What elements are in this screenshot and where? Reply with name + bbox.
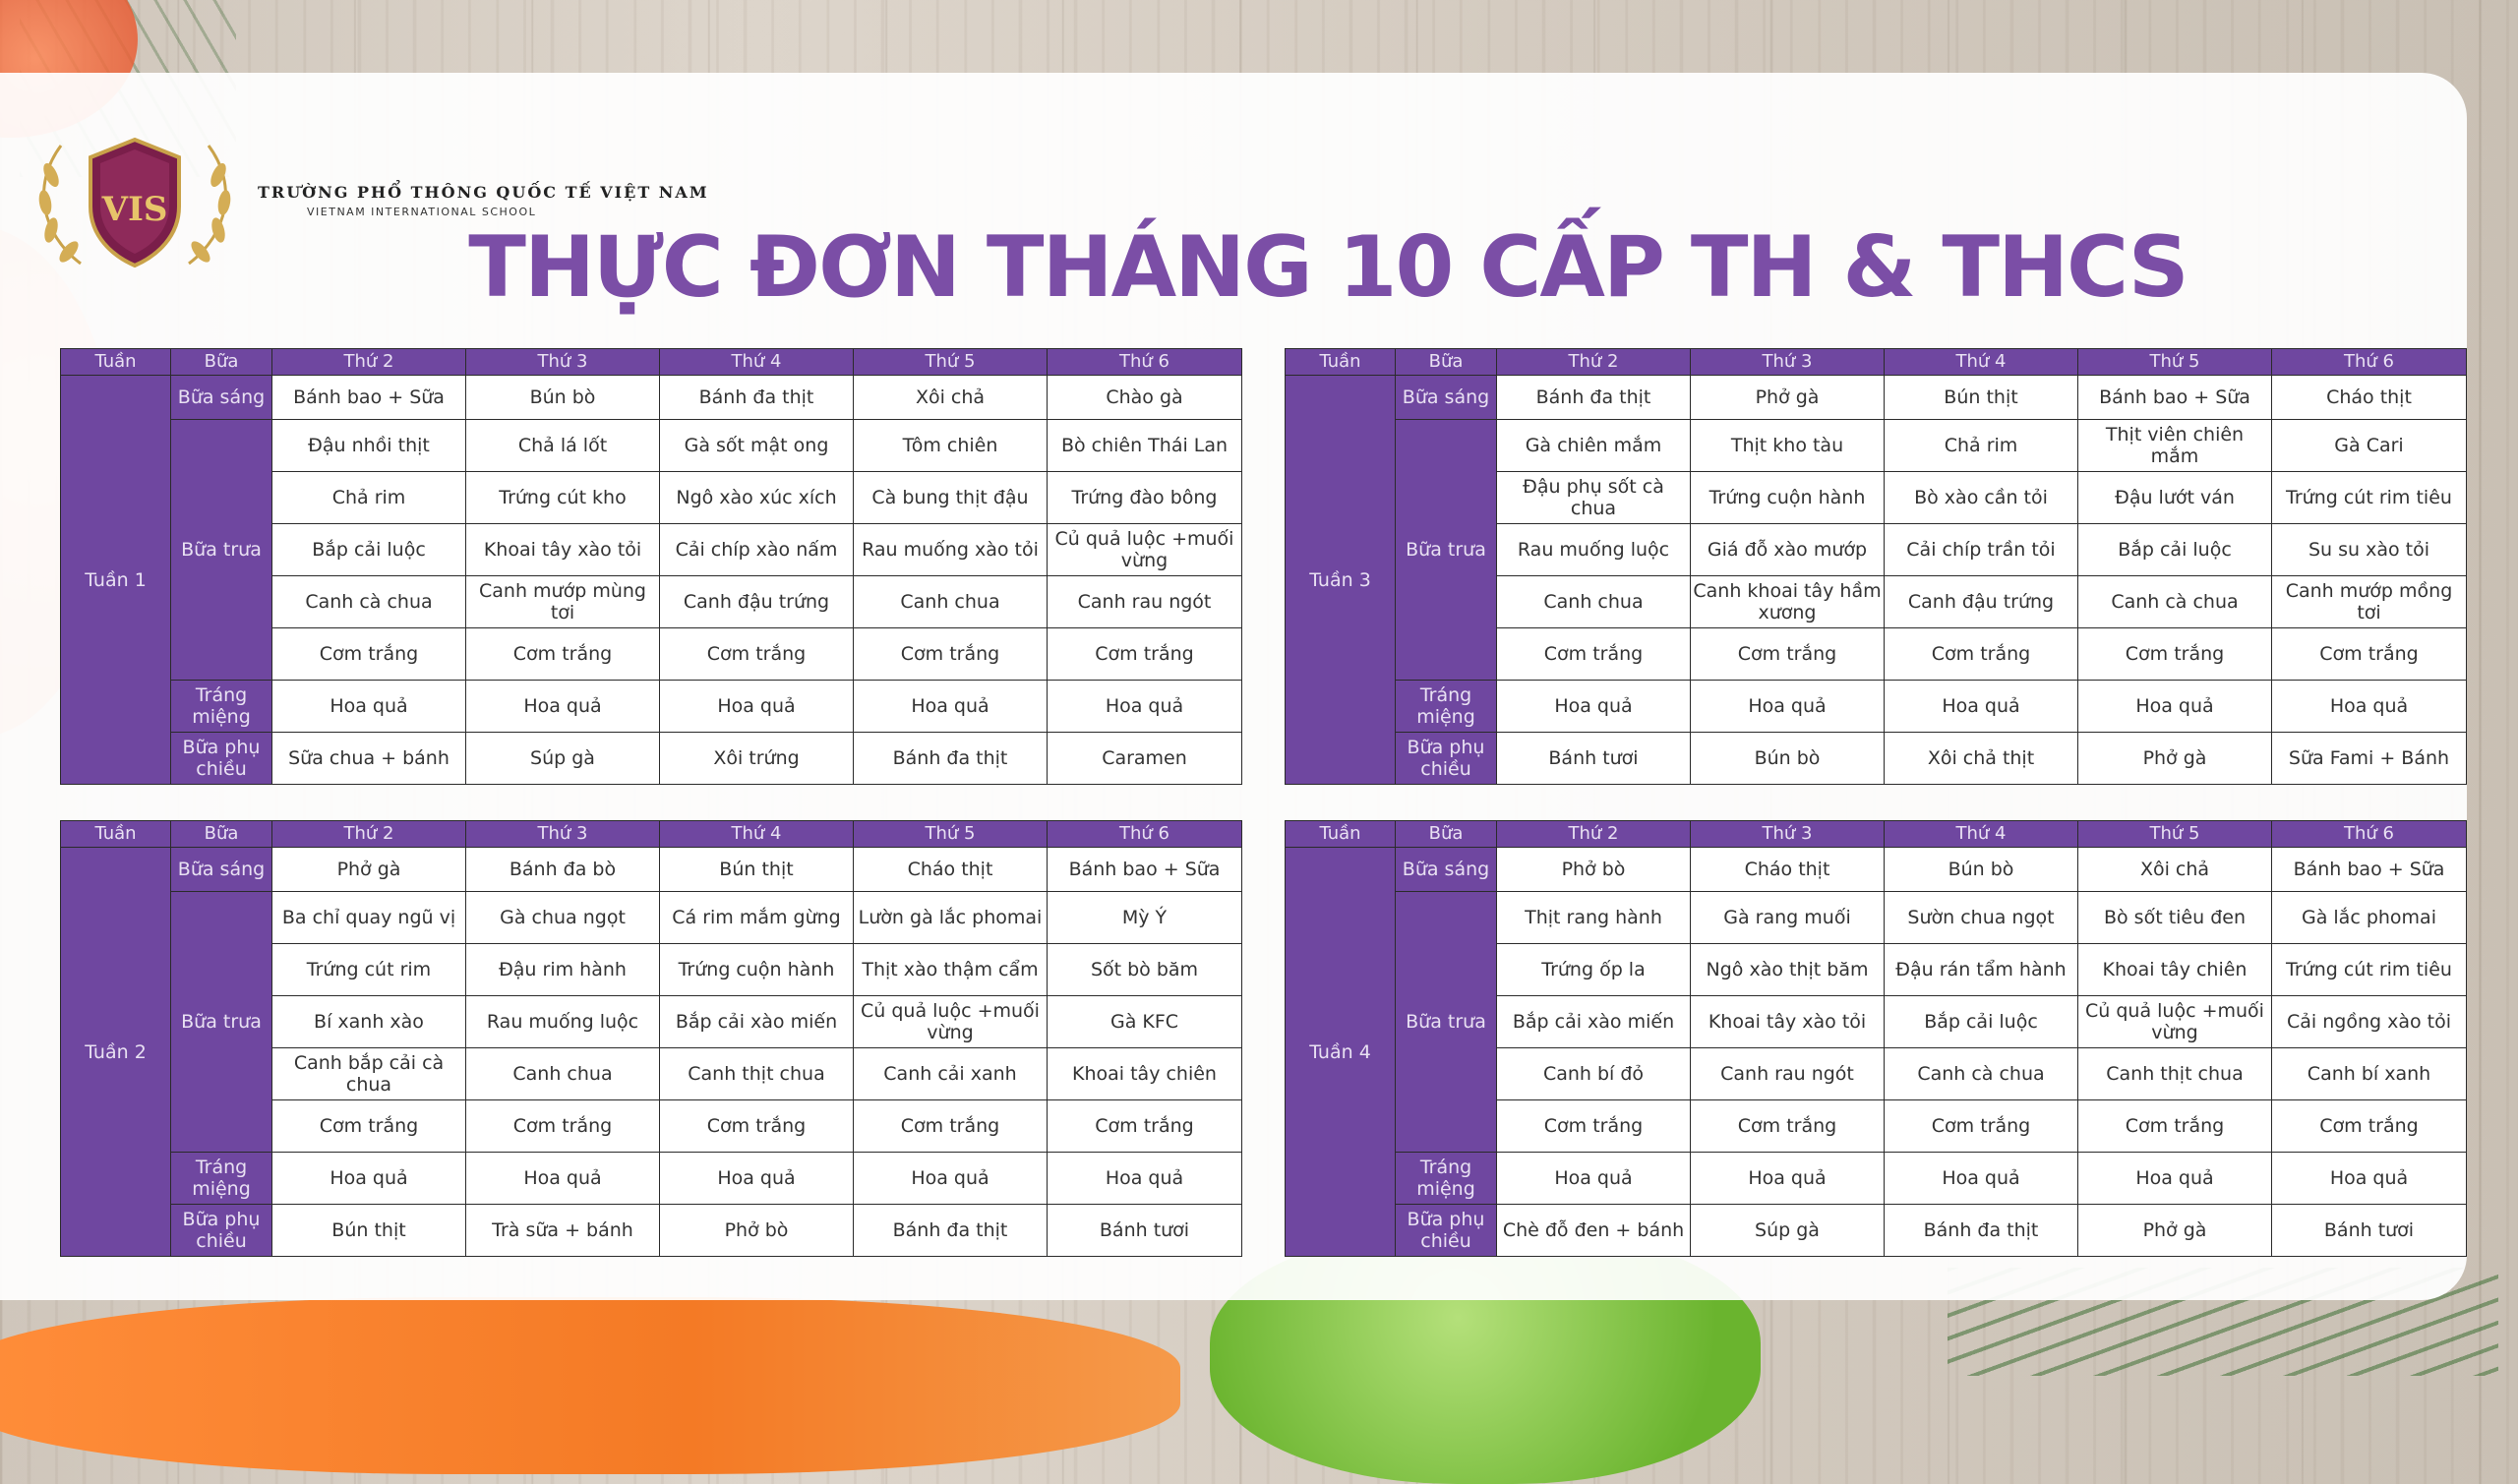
- dish-cell: Bắp cải xào miến: [660, 996, 854, 1048]
- table-row: [1286, 1205, 2467, 1257]
- header-week: Tuần: [1286, 821, 1396, 848]
- dish-cell: Bánh đa bò: [466, 848, 660, 892]
- dish-cell: Gà lắc phomai: [2272, 892, 2467, 944]
- table-row: [61, 376, 1242, 420]
- header-week: Tuần: [61, 349, 171, 376]
- dish-cell: Cháo thịt: [854, 848, 1048, 892]
- dish-cell: Chào gà: [1048, 376, 1242, 420]
- menu-table: [1285, 348, 2467, 785]
- header-week: Tuần: [61, 821, 171, 848]
- page-title: THỰC ĐƠN THÁNG 10 CẤP TH & THCS: [468, 218, 2188, 317]
- header-day: Thứ 2: [1497, 821, 1691, 848]
- dish-cell: Canh đậu trứng: [1885, 576, 2078, 628]
- table-row: [61, 733, 1242, 785]
- dish-cell: Canh rau ngót: [1691, 1048, 1885, 1100]
- dish-cell: Thịt kho tàu: [1691, 420, 1885, 472]
- dish-cell: Hoa quả: [2272, 681, 2467, 733]
- table-header-row: [61, 349, 1242, 376]
- dish-cell: Cơm trắng: [854, 628, 1048, 681]
- meal-breakfast: Bữa sáng: [171, 848, 272, 892]
- dish-cell: Hoa quả: [660, 1153, 854, 1205]
- dish-cell: Canh thịt chua: [660, 1048, 854, 1100]
- dish-cell: Canh mướp mồng tơi: [2272, 576, 2467, 628]
- dish-cell: Cơm trắng: [1885, 1100, 2078, 1153]
- menu-table: [60, 820, 1242, 1257]
- dish-cell: Gà KFC: [1048, 996, 1242, 1048]
- dish-cell: Cơm trắng: [660, 628, 854, 681]
- dish-cell: Củ quả luộc +muối vừng: [1048, 524, 1242, 576]
- dish-cell: Thịt rang hành: [1497, 892, 1691, 944]
- dish-cell: Khoai tây chiên: [2078, 944, 2272, 996]
- dish-cell: Xôi chả thịt: [1885, 733, 2078, 785]
- dish-cell: Hoa quả: [2272, 1153, 2467, 1205]
- meal-dessert: Tráng miệng: [1396, 681, 1497, 733]
- table-row: [61, 848, 1242, 892]
- header-day: Thứ 5: [854, 821, 1048, 848]
- header-day: Thứ 3: [1691, 349, 1885, 376]
- dish-cell: Phở bò: [1497, 848, 1691, 892]
- dish-cell: Hoa quả: [1885, 1153, 2078, 1205]
- meal-breakfast: Bữa sáng: [1396, 848, 1497, 892]
- dish-cell: Bánh bao + Sữa: [2272, 848, 2467, 892]
- meal-afternoon: Bữa phụ chiều: [171, 1205, 272, 1257]
- dish-cell: Chè đỗ đen + bánh: [1497, 1205, 1691, 1257]
- table-row: [61, 1205, 1242, 1257]
- dish-cell: Chả rim: [1885, 420, 2078, 472]
- dish-cell: Bánh tươi: [2272, 1205, 2467, 1257]
- header-day: Thứ 3: [1691, 821, 1885, 848]
- dish-cell: Phở gà: [1691, 376, 1885, 420]
- header-meal: Bữa: [1396, 349, 1497, 376]
- meal-lunch: Bữa trưa: [1396, 892, 1497, 1153]
- meal-afternoon: Bữa phụ chiều: [1396, 733, 1497, 785]
- week-label: Tuần 4: [1286, 848, 1396, 1257]
- dish-cell: Hoa quả: [2078, 1153, 2272, 1205]
- dish-cell: Ngô xào xúc xích: [660, 472, 854, 524]
- dish-cell: Bí xanh xào: [272, 996, 466, 1048]
- dish-cell: Gà Cari: [2272, 420, 2467, 472]
- dish-cell: Canh cà chua: [272, 576, 466, 628]
- meal-lunch: Bữa trưa: [171, 420, 272, 681]
- dish-cell: Cá rim mắm gừng: [660, 892, 854, 944]
- dish-cell: Cơm trắng: [1885, 628, 2078, 681]
- dish-cell: Trứng đào bông: [1048, 472, 1242, 524]
- dish-cell: Sữa Fami + Bánh: [2272, 733, 2467, 785]
- dish-cell: Hoa quả: [1048, 681, 1242, 733]
- dish-cell: Cơm trắng: [2078, 1100, 2272, 1153]
- dish-cell: Bún bò: [1691, 733, 1885, 785]
- dish-cell: Bánh bao + Sữa: [272, 376, 466, 420]
- carrot-decoration: [0, 1297, 1180, 1474]
- dish-cell: Cơm trắng: [272, 1100, 466, 1153]
- dish-cell: Canh bắp cải cà chua: [272, 1048, 466, 1100]
- dish-cell: Bò sốt tiêu đen: [2078, 892, 2272, 944]
- dish-cell: Súp gà: [1691, 1205, 1885, 1257]
- dish-cell: Sườn chua ngọt: [1885, 892, 2078, 944]
- week-label: Tuần 1: [61, 376, 171, 785]
- dish-cell: Bánh tươi: [1048, 1205, 1242, 1257]
- table-row: [1286, 848, 2467, 892]
- table-header-row: [1286, 349, 2467, 376]
- header-day: Thứ 3: [466, 349, 660, 376]
- dish-cell: Cơm trắng: [1497, 1100, 1691, 1153]
- header-day: Thứ 4: [660, 349, 854, 376]
- header-week: Tuần: [1286, 349, 1396, 376]
- week-label: Tuần 2: [61, 848, 171, 1257]
- dish-cell: Phở gà: [272, 848, 466, 892]
- dish-cell: Cơm trắng: [1048, 1100, 1242, 1153]
- meal-dessert: Tráng miệng: [171, 681, 272, 733]
- table-header-row: [61, 821, 1242, 848]
- dish-cell: Cơm trắng: [2272, 628, 2467, 681]
- dish-cell: Hoa quả: [466, 681, 660, 733]
- dish-cell: Hoa quả: [1691, 681, 1885, 733]
- dish-cell: Canh cà chua: [2078, 576, 2272, 628]
- dish-cell: Cải ngồng xào tỏi: [2272, 996, 2467, 1048]
- header-meal: Bữa: [1396, 821, 1497, 848]
- dish-cell: Giá đỗ xào mướp: [1691, 524, 1885, 576]
- dish-cell: Bún bò: [1885, 848, 2078, 892]
- dish-cell: Su su xào tỏi: [2272, 524, 2467, 576]
- menu-table: [60, 348, 1242, 785]
- dish-cell: Gà rang muối: [1691, 892, 1885, 944]
- dish-cell: Khoai tây chiên: [1048, 1048, 1242, 1100]
- table-row: [1286, 376, 2467, 420]
- dish-cell: Cơm trắng: [466, 628, 660, 681]
- dish-cell: Canh thịt chua: [2078, 1048, 2272, 1100]
- dish-cell: Trứng cuộn hành: [1691, 472, 1885, 524]
- dish-cell: Bún thịt: [272, 1205, 466, 1257]
- dish-cell: Bánh đa thịt: [854, 1205, 1048, 1257]
- dish-cell: Củ quả luộc +muối vừng: [2078, 996, 2272, 1048]
- dish-cell: Bắp cải luộc: [272, 524, 466, 576]
- dish-cell: Cháo thịt: [1691, 848, 1885, 892]
- dish-cell: Xôi chả: [2078, 848, 2272, 892]
- menu-table: [1285, 820, 2467, 1257]
- dish-cell: Gà sốt mật ong: [660, 420, 854, 472]
- dish-cell: Tôm chiên: [854, 420, 1048, 472]
- dish-cell: Hoa quả: [1048, 1153, 1242, 1205]
- dish-cell: Ngô xào thịt băm: [1691, 944, 1885, 996]
- dish-cell: Phở bò: [660, 1205, 854, 1257]
- header-day: Thứ 6: [2272, 821, 2467, 848]
- meal-lunch: Bữa trưa: [171, 892, 272, 1153]
- header-day: Thứ 2: [1497, 349, 1691, 376]
- dish-cell: Cơm trắng: [2078, 628, 2272, 681]
- svg-text:VIS: VIS: [101, 190, 168, 229]
- dish-cell: Gà chiên mắm: [1497, 420, 1691, 472]
- meal-afternoon: Bữa phụ chiều: [171, 733, 272, 785]
- dish-cell: Khoai tây xào tỏi: [466, 524, 660, 576]
- dish-cell: Hoa quả: [854, 1153, 1048, 1205]
- dish-cell: Bún bò: [466, 376, 660, 420]
- dish-cell: Hoa quả: [272, 681, 466, 733]
- dish-cell: Canh chua: [1497, 576, 1691, 628]
- dish-cell: Bánh tươi: [1497, 733, 1691, 785]
- dish-cell: Canh bí đỏ: [1497, 1048, 1691, 1100]
- table-header-row: [1286, 821, 2467, 848]
- dish-cell: Phở gà: [2078, 1205, 2272, 1257]
- header-day: Thứ 4: [1885, 821, 2078, 848]
- dish-cell: Canh chua: [854, 576, 1048, 628]
- dish-cell: Cơm trắng: [1691, 628, 1885, 681]
- dish-cell: Sốt bò băm: [1048, 944, 1242, 996]
- table-row: [1286, 681, 2467, 733]
- dish-cell: Hoa quả: [854, 681, 1048, 733]
- dish-cell: Cơm trắng: [1048, 628, 1242, 681]
- dish-cell: Đậu lướt ván: [2078, 472, 2272, 524]
- header-day: Thứ 5: [2078, 821, 2272, 848]
- dish-cell: Cơm trắng: [660, 1100, 854, 1153]
- dish-cell: Trứng cút rim: [272, 944, 466, 996]
- dish-cell: Bún thịt: [660, 848, 854, 892]
- dish-cell: Cơm trắng: [466, 1100, 660, 1153]
- dish-cell: Bánh đa thịt: [1885, 1205, 2078, 1257]
- dish-cell: Cơm trắng: [1497, 628, 1691, 681]
- dish-cell: Bắp cải luộc: [2078, 524, 2272, 576]
- dish-cell: Canh mướp mùng tơi: [466, 576, 660, 628]
- dish-cell: Bún thịt: [1885, 376, 2078, 420]
- header-day: Thứ 6: [1048, 821, 1242, 848]
- dish-cell: Phở gà: [2078, 733, 2272, 785]
- dish-cell: Xôi trứng: [660, 733, 854, 785]
- meal-afternoon: Bữa phụ chiều: [1396, 1205, 1497, 1257]
- dish-cell: Rau muống luộc: [466, 996, 660, 1048]
- table-row: [1286, 733, 2467, 785]
- dish-cell: Ba chỉ quay ngũ vị: [272, 892, 466, 944]
- dish-cell: Hoa quả: [1497, 1153, 1691, 1205]
- dish-cell: Lườn gà lắc phomai: [854, 892, 1048, 944]
- dish-cell: Chả rim: [272, 472, 466, 524]
- dish-cell: Hoa quả: [1691, 1153, 1885, 1205]
- meal-lunch: Bữa trưa: [1396, 420, 1497, 681]
- table-row: [1286, 1153, 2467, 1205]
- dish-cell: Gà chua ngọt: [466, 892, 660, 944]
- dish-cell: Cơm trắng: [2272, 1100, 2467, 1153]
- dish-cell: Bắp cải xào miến: [1497, 996, 1691, 1048]
- table-row: [1286, 420, 2467, 472]
- header-day: Thứ 4: [660, 821, 854, 848]
- header-meal: Bữa: [171, 821, 272, 848]
- dish-cell: Canh cà chua: [1885, 1048, 2078, 1100]
- header-day: Thứ 6: [2272, 349, 2467, 376]
- dish-cell: Canh chua: [466, 1048, 660, 1100]
- meal-dessert: Tráng miệng: [171, 1153, 272, 1205]
- school-name-vi: TRƯỜNG PHỔ THÔNG QUỐC TẾ VIỆT NAM: [258, 183, 709, 202]
- dish-cell: Đậu rán tẩm hành: [1885, 944, 2078, 996]
- dish-cell: Trứng cút rim tiêu: [2272, 472, 2467, 524]
- dish-cell: Bánh bao + Sữa: [1048, 848, 1242, 892]
- dish-cell: Rau muống xào tỏi: [854, 524, 1048, 576]
- dish-cell: Bắp cải luộc: [1885, 996, 2078, 1048]
- dish-cell: Trứng cút rim tiêu: [2272, 944, 2467, 996]
- meal-breakfast: Bữa sáng: [1396, 376, 1497, 420]
- header-day: Thứ 4: [1885, 349, 2078, 376]
- dish-cell: Trứng cút kho: [466, 472, 660, 524]
- header-day: Thứ 5: [854, 349, 1048, 376]
- dish-cell: Cơm trắng: [1691, 1100, 1885, 1153]
- dish-cell: Cơm trắng: [854, 1100, 1048, 1153]
- dish-cell: Hoa quả: [660, 681, 854, 733]
- dish-cell: Bánh đa thịt: [660, 376, 854, 420]
- dish-cell: Khoai tây xào tỏi: [1691, 996, 1885, 1048]
- header-day: Thứ 2: [272, 349, 466, 376]
- dish-cell: Canh khoai tây hầm xương: [1691, 576, 1885, 628]
- dish-cell: Cháo thịt: [2272, 376, 2467, 420]
- dish-cell: Thịt viên chiên mắm: [2078, 420, 2272, 472]
- dish-cell: Canh bí xanh: [2272, 1048, 2467, 1100]
- dish-cell: Cải chíp trần tỏi: [1885, 524, 2078, 576]
- table-row: [61, 681, 1242, 733]
- dish-cell: Mỳ Ý: [1048, 892, 1242, 944]
- dish-cell: Chả lá lốt: [466, 420, 660, 472]
- dish-cell: Hoa quả: [1885, 681, 2078, 733]
- dish-cell: Bò chiên Thái Lan: [1048, 420, 1242, 472]
- dish-cell: Xôi chả: [854, 376, 1048, 420]
- dish-cell: Cải chíp xào nấm: [660, 524, 854, 576]
- dish-cell: Caramen: [1048, 733, 1242, 785]
- dish-cell: Trứng cuộn hành: [660, 944, 854, 996]
- dish-cell: Canh cải xanh: [854, 1048, 1048, 1100]
- meal-dessert: Tráng miệng: [1396, 1153, 1497, 1205]
- week-label: Tuần 3: [1286, 376, 1396, 785]
- dish-cell: Bánh đa thịt: [1497, 376, 1691, 420]
- dish-cell: Bánh bao + Sữa: [2078, 376, 2272, 420]
- meal-breakfast: Bữa sáng: [171, 376, 272, 420]
- dish-cell: Sữa chua + bánh: [272, 733, 466, 785]
- dish-cell: Cơm trắng: [272, 628, 466, 681]
- dish-cell: Hoa quả: [466, 1153, 660, 1205]
- table-row: [61, 892, 1242, 944]
- dish-cell: Bò xào cần tỏi: [1885, 472, 2078, 524]
- dish-cell: Rau muống luộc: [1497, 524, 1691, 576]
- dish-cell: Trứng ốp la: [1497, 944, 1691, 996]
- dish-cell: Trà sữa + bánh: [466, 1205, 660, 1257]
- dish-cell: Đậu nhồi thịt: [272, 420, 466, 472]
- dish-cell: Cà bung thịt đậu: [854, 472, 1048, 524]
- dish-cell: Hoa quả: [272, 1153, 466, 1205]
- header-day: Thứ 5: [2078, 349, 2272, 376]
- school-name-en: VIETNAM INTERNATIONAL SCHOOL: [307, 206, 537, 218]
- dish-cell: Bánh đa thịt: [854, 733, 1048, 785]
- header-day: Thứ 2: [272, 821, 466, 848]
- dish-cell: Đậu rim hành: [466, 944, 660, 996]
- dish-cell: Hoa quả: [2078, 681, 2272, 733]
- dish-cell: Súp gà: [466, 733, 660, 785]
- table-row: [61, 420, 1242, 472]
- dish-cell: Canh đậu trứng: [660, 576, 854, 628]
- dish-cell: Canh rau ngót: [1048, 576, 1242, 628]
- header-meal: Bữa: [171, 349, 272, 376]
- table-row: [61, 1153, 1242, 1205]
- table-row: [1286, 892, 2467, 944]
- header-day: Thứ 6: [1048, 349, 1242, 376]
- dish-cell: Hoa quả: [1497, 681, 1691, 733]
- dish-cell: Củ quả luộc +muối vừng: [854, 996, 1048, 1048]
- header-day: Thứ 3: [466, 821, 660, 848]
- dish-cell: Đậu phụ sốt cà chua: [1497, 472, 1691, 524]
- dish-cell: Thịt xào thậm cẩm: [854, 944, 1048, 996]
